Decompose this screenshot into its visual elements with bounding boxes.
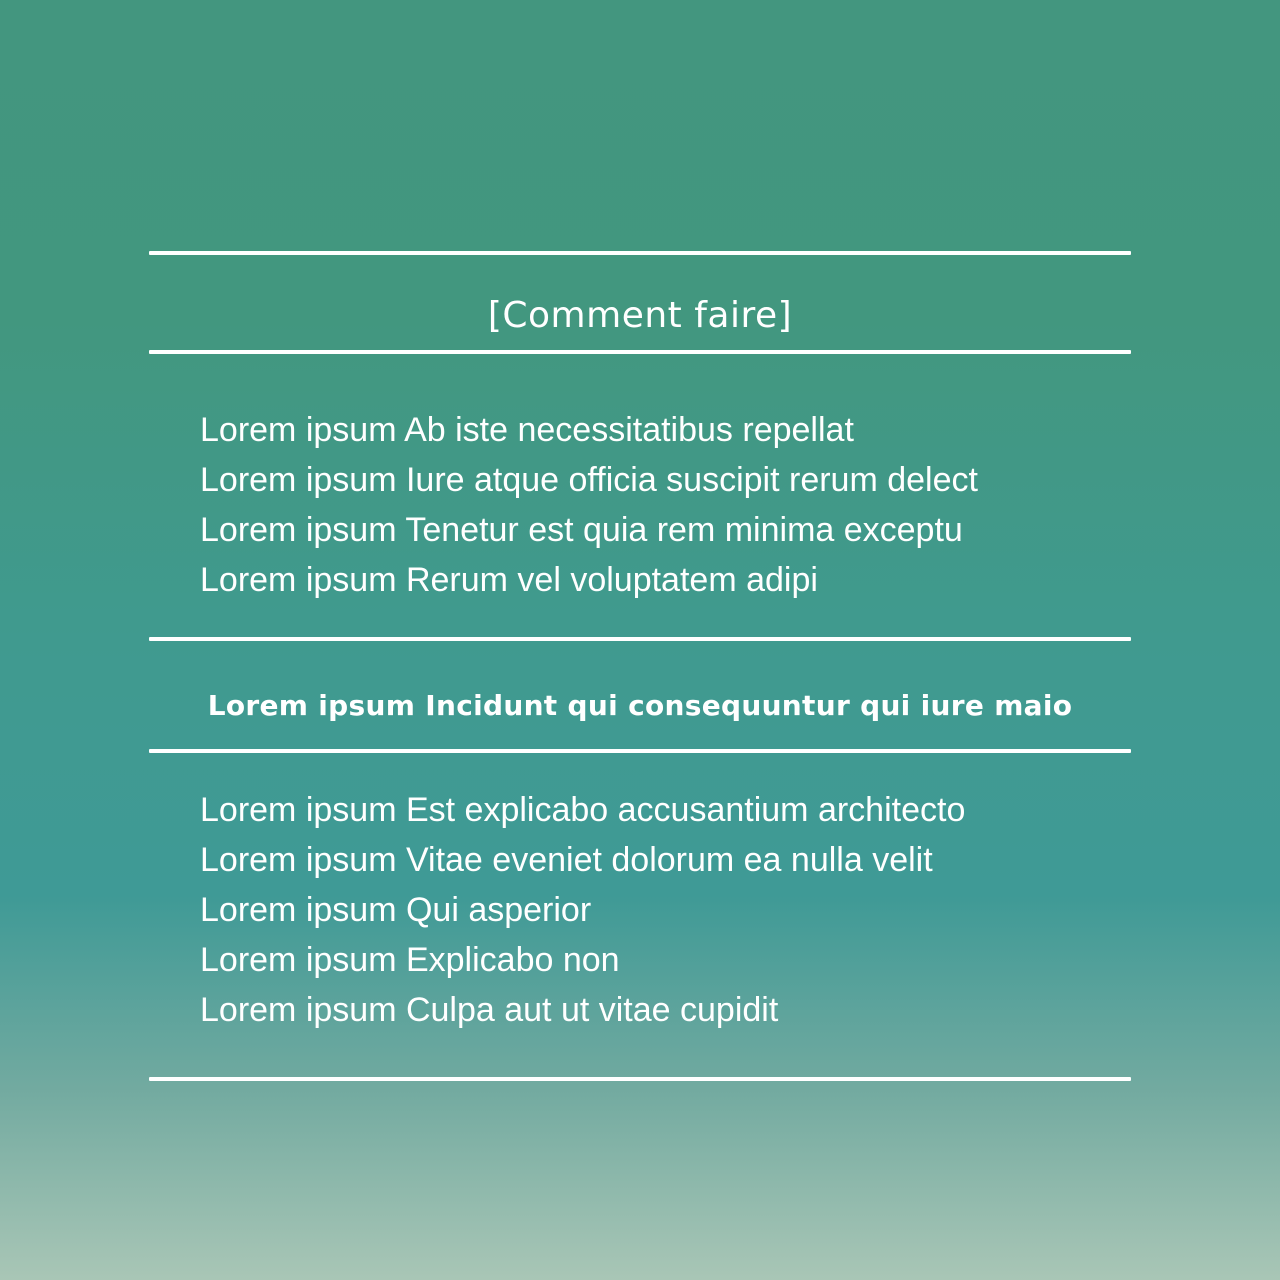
divider-top — [149, 251, 1131, 255]
list-item: Lorem ipsum Tenetur est quia rem minima exceptu — [200, 511, 963, 549]
list-item: Lorem ipsum Ab iste necessitatibus repellat — [200, 411, 854, 449]
divider-under-title — [149, 350, 1131, 354]
first-list — [200, 405, 1140, 605]
list-item: Lorem ipsum Rerum vel voluptatem adipi — [200, 561, 818, 599]
divider-under-heading — [149, 749, 1131, 753]
section-heading: Lorem ipsum Incidunt qui consequuntur qui iure maio — [207, 689, 1073, 722]
list-item: Lorem ipsum Est explicabo accusantium architecto — [200, 791, 966, 829]
list-item: Lorem ipsum Vitae eveniet dolorum ea nulla velit — [200, 841, 933, 879]
divider-bottom — [149, 1077, 1131, 1081]
list-item: Lorem ipsum Explicabo non — [200, 941, 620, 979]
divider-middle — [149, 637, 1131, 641]
page-title: [Comment faire] — [487, 295, 793, 336]
list-item: Lorem ipsum Iure atque officia suscipit rerum delect — [200, 461, 978, 499]
second-list — [200, 785, 1140, 1035]
list-item: Lorem ipsum Culpa aut ut vitae cupidit — [200, 991, 779, 1029]
list-item: Lorem ipsum Qui asperior — [200, 891, 592, 929]
